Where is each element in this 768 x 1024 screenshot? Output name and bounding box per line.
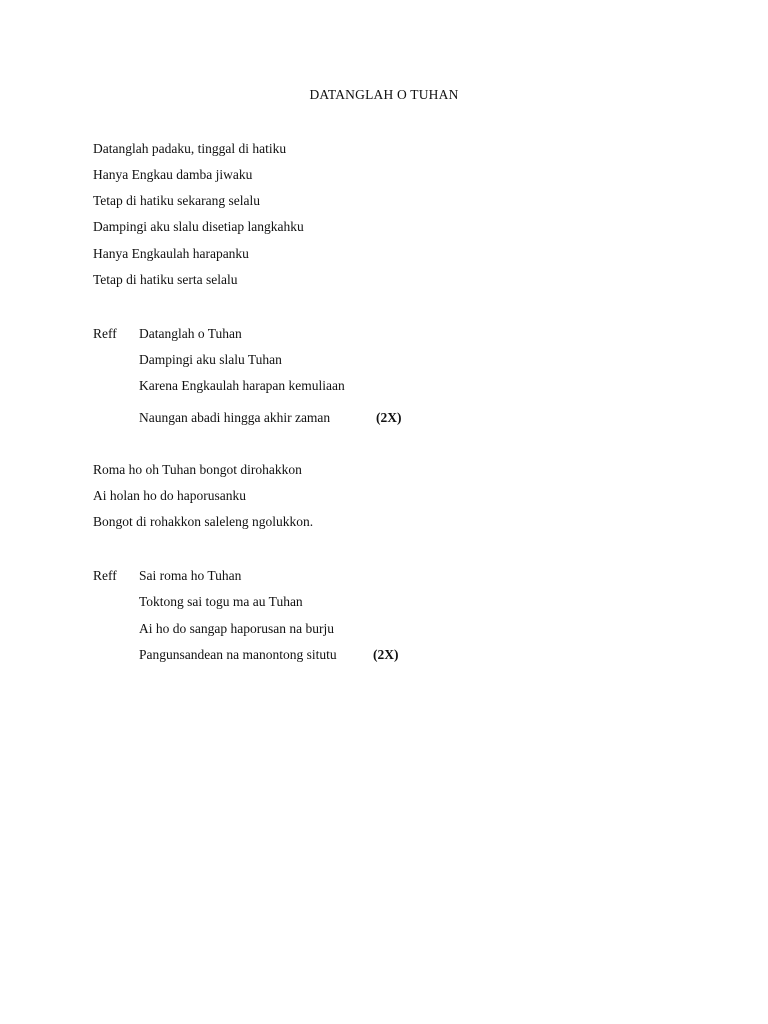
- song-title: DATANGLAH O TUHAN: [309, 87, 459, 102]
- chorus-1-line: Datanglah o Tuhan: [139, 326, 242, 341]
- verse-1-line: Hanya Engkau damba jiwaku: [93, 167, 253, 182]
- chorus-2-line: Sai roma ho Tuhan: [139, 568, 242, 583]
- chorus-1-line: Naungan abadi hingga akhir zaman: [139, 410, 331, 425]
- repeat-marker: (2X): [373, 647, 399, 662]
- chorus-1-line: Karena Engkaulah harapan kemuliaan: [139, 378, 345, 393]
- verse-2-line: Bongot di rohakkon saleleng ngolukkon.: [93, 514, 314, 529]
- chorus-label: Reff: [93, 326, 117, 341]
- verse-2-line: Ai holan ho do haporusanku: [93, 488, 246, 503]
- verse-2-line: Roma ho oh Tuhan bongot dirohakkon: [93, 462, 302, 477]
- chorus-2-line: Ai ho do sangap haporusan na burju: [139, 621, 334, 636]
- chorus-label: Reff: [93, 568, 117, 583]
- verse-1-line: Datanglah padaku, tinggal di hatiku: [93, 141, 287, 156]
- chorus-1-line: Dampingi aku slalu Tuhan: [139, 352, 282, 367]
- verse-1-line: Hanya Engkaulah harapanku: [93, 246, 249, 261]
- chorus-2-line: Pangunsandean na manontong situtu: [139, 647, 337, 662]
- verse-1-line: Dampingi aku slalu disetiap langkahku: [93, 219, 304, 234]
- verse-1-line: Tetap di hatiku serta selalu: [93, 272, 238, 287]
- repeat-marker: (2X): [376, 410, 402, 425]
- chorus-2-line: Toktong sai togu ma au Tuhan: [139, 594, 303, 609]
- verse-1-line: Tetap di hatiku sekarang selalu: [93, 193, 260, 208]
